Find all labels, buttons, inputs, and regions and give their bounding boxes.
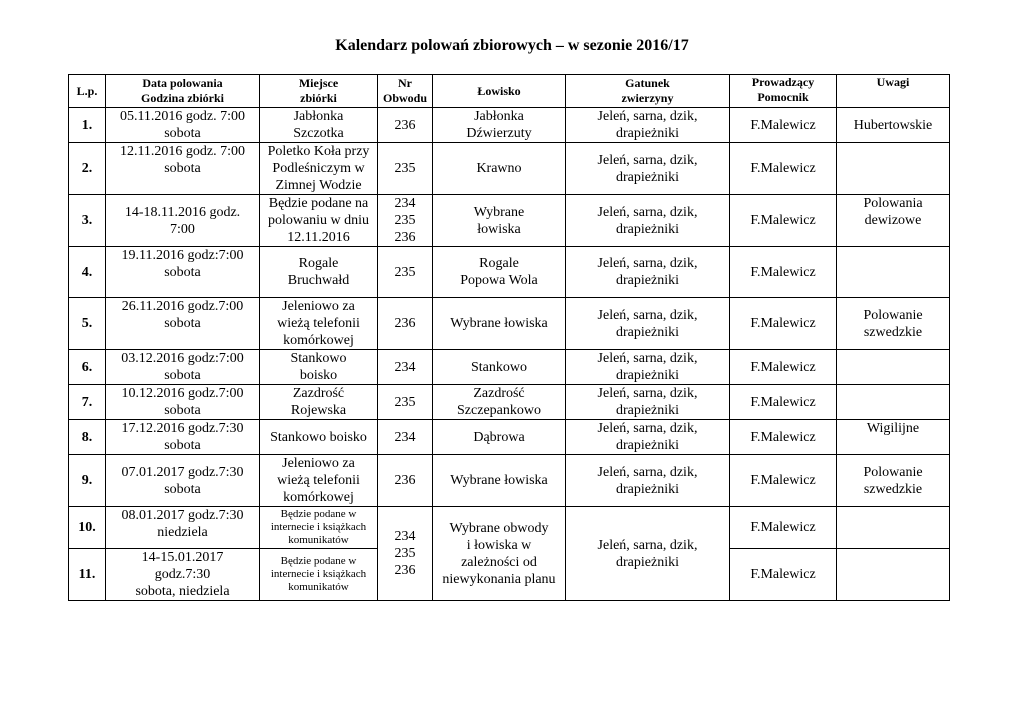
date-cell: 03.12.2016 godz:7:00 sobota	[106, 350, 260, 385]
row-number: 5.	[69, 298, 106, 350]
species-cell: Jeleń, sarna, dzik, drapieżniki	[566, 350, 730, 385]
district-cell: 234	[378, 350, 433, 385]
species-cell-merged: Jeleń, sarna, dzik, drapieżniki	[566, 507, 730, 601]
header-species: Gatunek zwierzyny	[566, 75, 730, 108]
district-cell: 235	[378, 385, 433, 420]
notes-cell	[837, 385, 950, 420]
notes-cell: Wigilijne	[837, 420, 950, 455]
place-cell: Zazdrość Rojewska	[260, 385, 378, 420]
hunting-ground-cell: Rogale Popowa Wola	[433, 247, 566, 298]
date-cell: 05.11.2016 godz. 7:00 sobota	[106, 108, 260, 143]
district-cell: 234 235 236	[378, 195, 433, 247]
leader-cell: F.Malewicz	[730, 420, 837, 455]
hunting-ground-cell: Jabłonka Dźwierzuty	[433, 108, 566, 143]
table-row	[69, 455, 950, 507]
species-cell: Jeleń, sarna, dzik, drapieżniki	[566, 247, 730, 298]
table-row	[69, 507, 950, 549]
row-number: 3.	[69, 195, 106, 247]
row-number: 8.	[69, 420, 106, 455]
place-cell: Będzie podane na polowaniu w dniu 12.11.2016	[260, 195, 378, 247]
date-cell: 26.11.2016 godz.7:00 sobota	[106, 298, 260, 350]
date-cell: 07.01.2017 godz.7:30 sobota	[106, 455, 260, 507]
date-cell: 19.11.2016 godz:7:00 sobota	[106, 247, 260, 298]
table-row	[69, 298, 950, 350]
table-row	[69, 143, 950, 195]
row-number: 10.	[69, 507, 106, 549]
date-cell: 10.12.2016 godz.7:00 sobota	[106, 385, 260, 420]
leader-cell: F.Malewicz	[730, 549, 837, 601]
header-district: Nr Obwodu	[378, 75, 433, 108]
row-number: 9.	[69, 455, 106, 507]
hunting-ground-cell-merged: Wybrane obwody i łowiska w zależności od niewykonania planu	[433, 507, 566, 601]
date-cell: 14-18.11.2016 godz. 7:00	[106, 195, 260, 247]
leader-cell: F.Malewicz	[730, 195, 837, 247]
hunting-schedule-table	[68, 74, 950, 601]
hunting-ground-cell: Zazdrość Szczepankowo	[433, 385, 566, 420]
place-cell: Jeleniowo za wieżą telefonii komórkowej	[260, 298, 378, 350]
place-cell: Poletko Koła przy Podleśniczym w Zimnej Wodzie	[260, 143, 378, 195]
header-notes: Uwagi	[837, 75, 950, 108]
header-hunting-ground: Łowisko	[433, 75, 566, 108]
leader-cell: F.Malewicz	[730, 108, 837, 143]
district-cell: 236	[378, 455, 433, 507]
row-number: 2.	[69, 143, 106, 195]
place-cell: Stankowo boisko	[260, 420, 378, 455]
species-cell: Jeleń, sarna, dzik, drapieżniki	[566, 108, 730, 143]
leader-cell: F.Malewicz	[730, 143, 837, 195]
district-cell-merged: 234 235 236	[378, 507, 433, 601]
district-cell: 236	[378, 108, 433, 143]
species-cell: Jeleń, sarna, dzik, drapieżniki	[566, 195, 730, 247]
header-leader: Prowadzący Pomocnik	[730, 75, 837, 108]
row-number: 11.	[69, 549, 106, 601]
notes-cell	[837, 350, 950, 385]
date-cell: 08.01.2017 godz.7:30 niedziela	[106, 507, 260, 549]
place-cell: Będzie podane w internecie i książkach komunikatów	[260, 549, 378, 601]
leader-cell: F.Malewicz	[730, 247, 837, 298]
hunting-ground-cell: Dąbrowa	[433, 420, 566, 455]
notes-cell	[837, 143, 950, 195]
notes-cell: Polowanie szwedzkie	[837, 455, 950, 507]
table-row	[69, 247, 950, 298]
leader-cell: F.Malewicz	[730, 507, 837, 549]
place-cell: Jabłonka Szczotka	[260, 108, 378, 143]
row-number: 4.	[69, 247, 106, 298]
species-cell: Jeleń, sarna, dzik, drapieżniki	[566, 420, 730, 455]
species-cell: Jeleń, sarna, dzik, drapieżniki	[566, 298, 730, 350]
leader-cell: F.Malewicz	[730, 385, 837, 420]
row-number: 6.	[69, 350, 106, 385]
place-cell: Stankowo boisko	[260, 350, 378, 385]
table-row	[69, 385, 950, 420]
table-header-row	[69, 75, 950, 108]
row-number: 1.	[69, 108, 106, 143]
species-cell: Jeleń, sarna, dzik, drapieżniki	[566, 143, 730, 195]
notes-cell: Hubertowskie	[837, 108, 950, 143]
hunting-ground-cell: Stankowo	[433, 350, 566, 385]
leader-cell: F.Malewicz	[730, 298, 837, 350]
species-cell: Jeleń, sarna, dzik, drapieżniki	[566, 385, 730, 420]
district-cell: 235	[378, 247, 433, 298]
header-place: Miejsce zbiórki	[260, 75, 378, 108]
notes-cell: Polowania dewizowe	[837, 195, 950, 247]
table-row	[69, 195, 950, 247]
notes-cell	[837, 247, 950, 298]
table-row	[69, 350, 950, 385]
header-lp: L.p.	[69, 75, 106, 108]
species-cell: Jeleń, sarna, dzik, drapieżniki	[566, 455, 730, 507]
hunting-ground-cell: Krawno	[433, 143, 566, 195]
document-title: Kalendarz polowań zbiorowych – w sezonie 2016/17	[335, 37, 689, 54]
leader-cell: F.Malewicz	[730, 350, 837, 385]
date-cell: 14-15.01.2017 godz.7:30 sobota, niedziela	[106, 549, 260, 601]
row-number: 7.	[69, 385, 106, 420]
date-cell: 17.12.2016 godz.7:30 sobota	[106, 420, 260, 455]
header-date: Data polowania Godzina zbiórki	[106, 75, 260, 108]
date-cell: 12.11.2016 godz. 7:00 sobota	[106, 143, 260, 195]
place-cell: Jeleniowo za wieżą telefonii komórkowej	[260, 455, 378, 507]
notes-cell	[837, 507, 950, 549]
district-cell: 236	[378, 298, 433, 350]
hunting-ground-cell: Wybrane łowiska	[433, 455, 566, 507]
hunting-ground-cell: Wybrane łowiska	[433, 298, 566, 350]
place-cell: Będzie podane w internecie i książkach komunikatów	[260, 507, 378, 549]
notes-cell	[837, 549, 950, 601]
notes-cell: Polowanie szwedzkie	[837, 298, 950, 350]
district-cell: 235	[378, 143, 433, 195]
table-row	[69, 420, 950, 455]
hunting-ground-cell: Wybrane łowiska	[433, 195, 566, 247]
table-row	[69, 108, 950, 143]
district-cell: 234	[378, 420, 433, 455]
place-cell: Rogale Bruchwałd	[260, 247, 378, 298]
leader-cell: F.Malewicz	[730, 455, 837, 507]
